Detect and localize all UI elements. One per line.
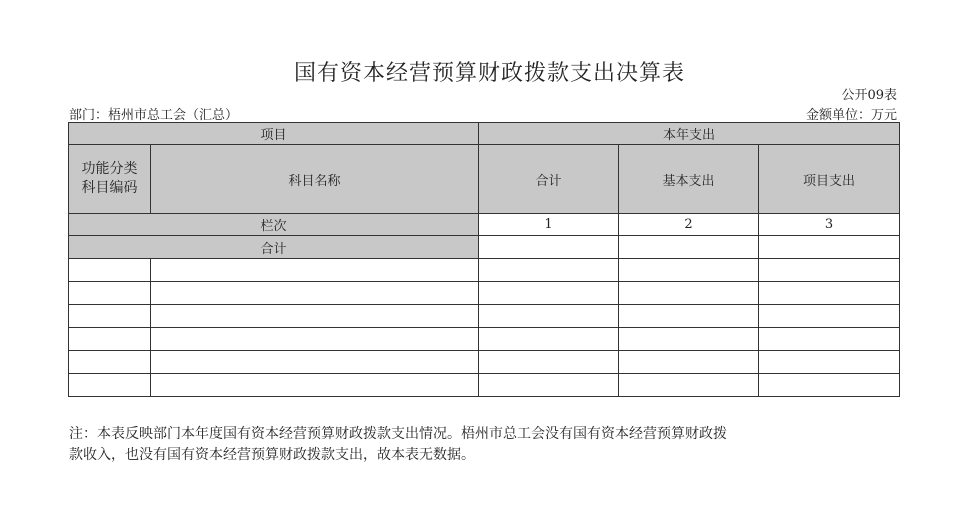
table-row — [69, 259, 900, 282]
table-cell — [479, 282, 619, 305]
expense-table — [68, 122, 900, 397]
table-row — [69, 328, 900, 351]
table-cell — [479, 351, 619, 374]
table-cell — [619, 305, 759, 328]
table-cell — [151, 259, 479, 282]
col-num-2: 2 — [619, 214, 759, 236]
total-cell — [759, 236, 900, 259]
table-row — [69, 282, 900, 305]
col-project-header: 项目支出 — [759, 145, 900, 214]
func-code-header: 功能分类 科目编码 — [69, 145, 151, 214]
table-cell — [479, 374, 619, 397]
table-cell — [619, 282, 759, 305]
table-cell — [69, 259, 151, 282]
table-cell — [619, 351, 759, 374]
table-cell — [151, 351, 479, 374]
total-cell — [619, 236, 759, 259]
table-cell — [69, 328, 151, 351]
table-cell — [69, 282, 151, 305]
row-index-label: 栏次 — [69, 214, 479, 236]
unit-label: 金额单位：万元 — [805, 108, 897, 123]
total-row-label: 合计 — [69, 236, 479, 259]
table-row — [69, 374, 900, 397]
table-cell — [151, 374, 479, 397]
year-expense-header: 本年支出 — [479, 123, 900, 145]
col-num-1: 1 — [479, 214, 619, 236]
table-cell — [69, 305, 151, 328]
table-cell — [759, 374, 900, 397]
table-cell — [69, 351, 151, 374]
department-label: 部门：梧州市总工会（汇总） — [69, 108, 239, 123]
table-cell — [619, 328, 759, 351]
table-cell — [759, 305, 900, 328]
table-cell — [479, 328, 619, 351]
form-number: 公开09表 — [841, 88, 897, 103]
project-header: 项目 — [69, 123, 479, 145]
table-cell — [759, 259, 900, 282]
table-cell — [619, 259, 759, 282]
col-total-header: 合计 — [479, 145, 619, 214]
table-cell — [479, 305, 619, 328]
table-cell — [759, 282, 900, 305]
subject-name-header: 科目名称 — [151, 145, 479, 214]
table-cell — [151, 282, 479, 305]
table-cell — [151, 305, 479, 328]
col-basic-header: 基本支出 — [619, 145, 759, 214]
col-num-3: 3 — [759, 214, 900, 236]
page-title: 国有资本经营预算财政拨款支出决算表 — [293, 61, 685, 86]
table-cell — [759, 328, 900, 351]
table-cell — [759, 351, 900, 374]
footnote — [69, 424, 899, 466]
table-cell — [69, 374, 151, 397]
footnote-line-2: 款收入，也没有国有资本经营预算财政拨款支出，故本表无数据。 — [69, 447, 475, 463]
table-row — [69, 305, 900, 328]
table-cell — [151, 328, 479, 351]
table-row — [69, 351, 900, 374]
table-cell — [619, 374, 759, 397]
footnote-line-1: 注：本表反映部门本年度国有资本经营预算财政拨款支出情况。梧州市总工会没有国有资本经营预算财政拨 — [69, 426, 727, 442]
table-cell — [479, 259, 619, 282]
total-cell — [479, 236, 619, 259]
